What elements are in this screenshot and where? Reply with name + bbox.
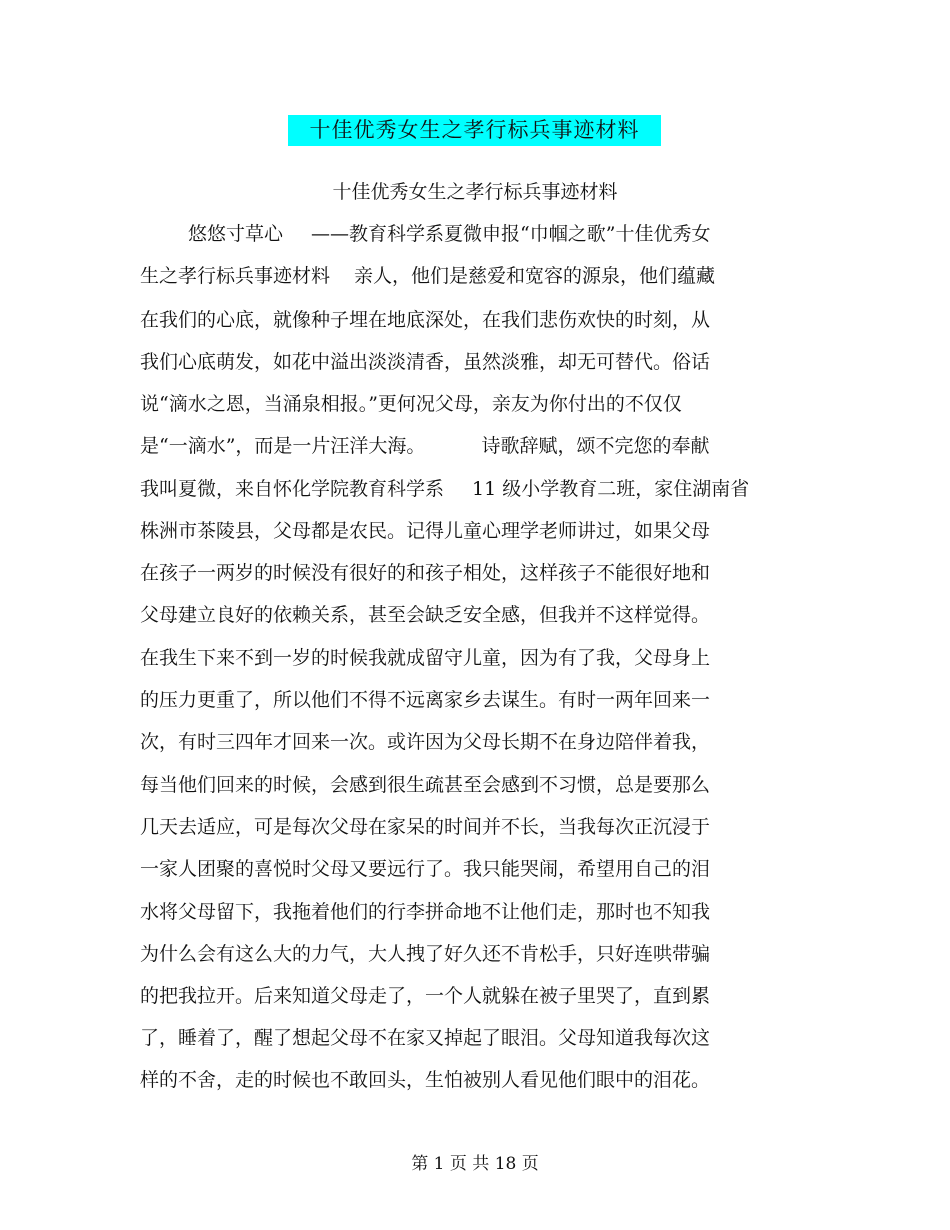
document-subtitle: 十佳优秀女生之孝行标兵事迹材料: [332, 181, 618, 203]
body-line-5: 说“滴水之恩，当涌泉相报。”更何况父母，亲友为你付出的不仅仅: [140, 393, 682, 415]
body-line-7: [140, 475, 749, 503]
body-line-20: 了，睡着了，醒了想起父母不在家又掉起了眼泪。父母知道我每次这: [140, 1027, 711, 1049]
body-text: 11 级小学教育二班，家住湖南省: [472, 478, 750, 500]
body-line-4: 我们心底萌发，如花中溢出淡淡清香，虽然淡雅，却无可替代。俗话: [140, 351, 711, 373]
body-line-11: 在我生下来不到一岁的时候我就成留守儿童，因为有了我，父母身上: [140, 647, 711, 669]
body-line-8: 株洲市茶陵县，父母都是农民。记得儿童心理学老师讲过，如果父母: [140, 520, 711, 542]
body-line-21: 样的不舍，走的时候也不敢回头，生怕被别人看见他们眼中的泪花。: [140, 1069, 711, 1091]
document-title: 十佳优秀女生之孝行标兵事迹材料: [288, 115, 661, 146]
body-line-16: 一家人团聚的喜悦时父母又要远行了。我只能哭闹，希望用自己的泪: [140, 858, 711, 880]
body-line-14: 每当他们回来的时候，会感到很生疏甚至会感到不习惯，总是要那么: [140, 774, 711, 796]
body-line-3: 在我们的心底，就像种子埋在地底深处，在我们悲伤欢快的时刻，从: [140, 309, 711, 331]
body-line-17: 水将父母留下，我拖着他们的行李拼命地不让他们走，那时也不知我: [140, 901, 711, 923]
body-line-9: 在孩子一两岁的时候没有很好的和孩子相处，这样孩子不能很好地和: [140, 562, 711, 584]
body-text: 我叫夏微，来自怀化学院教育科学系: [140, 478, 445, 500]
body-line-10: 父母建立良好的依赖关系，甚至会缺乏安全感，但我并不这样觉得。: [140, 604, 711, 626]
body-text: ——教育科学系夏微申报“巾帼之歌”十佳优秀女: [311, 223, 711, 245]
body-line-12: 的压力更重了，所以他们不得不远离家乡去谋生。有时一两年回来一: [140, 689, 711, 711]
body-text: 生之孝行标兵事迹材料: [140, 265, 331, 287]
body-text: 亲人，他们是慈爱和宽容的源泉，他们蕴藏: [354, 265, 716, 287]
body-line-19: 的把我拉开。后来知道父母走了，一个人就躲在被子里哭了，直到累: [140, 985, 711, 1007]
body-line-6: [140, 432, 709, 460]
body-text: 是“一滴水”，而是一片汪洋大海。: [140, 435, 426, 457]
body-text: 诗歌辞赋，颂不完您的奉献: [481, 435, 710, 457]
body-line-1: [188, 220, 710, 248]
page-number-footer: 第 1 页 共 18 页: [411, 1154, 539, 1174]
body-line-15: 几天去适应，可是每次父母在家呆的时间并不长，当我每次正沉浸于: [140, 816, 711, 838]
body-text: 悠悠寸草心: [188, 223, 284, 245]
body-line-13: 次，有时三四年才回来一次。或许因为父母长期不在身边陪伴着我，: [140, 731, 711, 753]
body-line-2: [140, 262, 715, 290]
body-line-18: 为什么会有这么大的力气，大人拽了好久还不肯松手，只好连哄带骗: [140, 943, 711, 965]
